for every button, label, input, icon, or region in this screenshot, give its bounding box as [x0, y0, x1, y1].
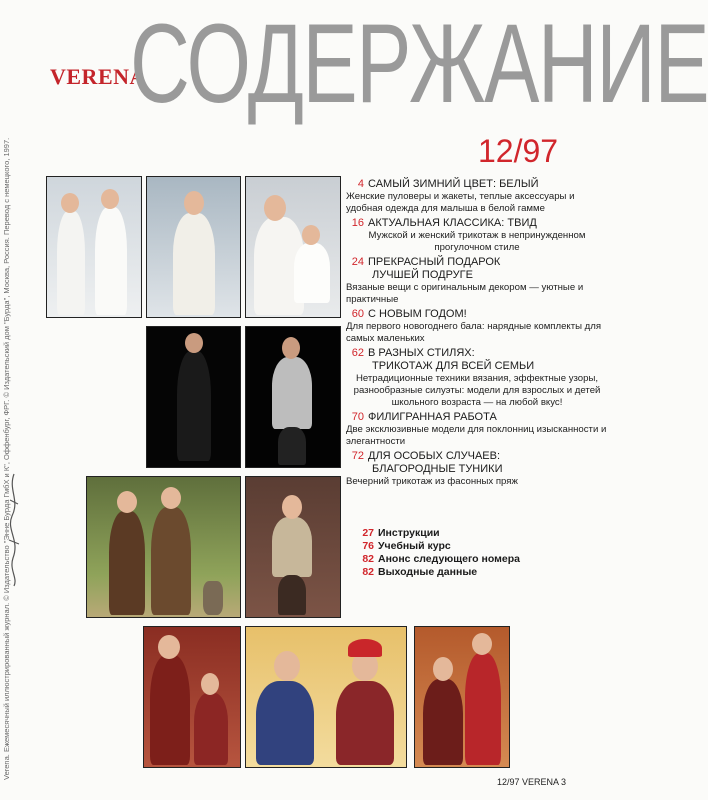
toc-title: АКТУАЛЬНАЯ КЛАССИКА: ТВИД [368, 217, 537, 229]
misc-label: Анонс следующего номера [378, 553, 520, 565]
toc-entry [346, 308, 608, 345]
misc-item [356, 553, 606, 566]
toc-description: Нетрадиционные техники вязания, эффектные узоры, разнообразные силуэты: модели для взрослых и детей школьного возраста — на любой вкус! [353, 373, 601, 408]
toc-entry [346, 411, 608, 448]
misc-item [356, 527, 606, 540]
toc-title: ДЛЯ ОСОБЫХ СЛУЧАЕВ: [368, 450, 501, 462]
toc-entry [346, 450, 608, 488]
toc-page-number: 60 [351, 308, 364, 320]
photo-grey-tunic-woman [245, 326, 341, 468]
toc-title: С НОВЫМ ГОДОМ! [368, 308, 467, 320]
page-title: СОДЕРЖАНИЕ [130, 1, 708, 126]
page-footer: 12/97 VERENA 3 [497, 777, 567, 787]
toc-title-line2: ТРИКОТАЖ ДЛЯ ВСЕЙ СЕМЬИ [372, 360, 535, 372]
misc-page-number: 76 [362, 540, 374, 552]
misc-label: Учебный курс [378, 540, 451, 552]
toc-description: Для первого новогоднего бала: нарядные комплекты для самых маленьких [346, 321, 602, 344]
table-of-contents [346, 178, 608, 490]
toc-page-number: 72 [351, 450, 364, 462]
toc-entry [346, 347, 608, 409]
photo-mother-baby-white [245, 176, 341, 318]
toc-page-number: 4 [357, 178, 364, 190]
misc-label: Инструкции [378, 527, 440, 539]
photo-beige-sweater-stone [245, 476, 341, 618]
toc-description: Две эксклюзивные модели для поклонниц изысканности и элегантности [346, 424, 607, 447]
toc-title: В РАЗНЫХ СТИЛЯХ: [368, 347, 475, 359]
toc-entry [346, 256, 608, 306]
toc-entry [346, 217, 608, 254]
misc-item [356, 540, 606, 553]
handwritten-note [4, 470, 24, 590]
toc-page-number: 62 [351, 347, 364, 359]
side-imprint: Verena. Ежемесячный иллюстрированный журнал. © Издательство "Энне Бурда ГмбХ и К", Оффенбург, ФРГ. © Издательский дом "Бурда", Москва, Россия. Перевод с немецкого, 1997. [2, 137, 11, 780]
photo-kids-jacquard-sweaters [245, 626, 407, 768]
toc-description: Вязаные вещи с оригинальным декором — уютные и практичные [346, 282, 584, 305]
toc-title-line2: ЛУЧШЕЙ ПОДРУГЕ [372, 269, 473, 281]
toc-description: Вечерний трикотаж из фасонных пряж [346, 476, 518, 487]
misc-item [356, 566, 606, 579]
photo-couple-tweed-walk [86, 476, 241, 618]
photo-white-outfits-women [46, 176, 142, 318]
toc-page-number: 24 [351, 256, 364, 268]
photo-kids-striped-sweaters [414, 626, 510, 768]
photo-white-sweater-snow [146, 176, 241, 318]
brand-logo: VERENA [50, 64, 146, 89]
toc-description: Мужской и женский трикотаж в непринужденном прогулочном стиле [368, 230, 586, 253]
misc-contents [356, 527, 606, 579]
misc-page-number: 27 [362, 527, 374, 539]
toc-title-line2: БЛАГОРОДНЫЕ ТУНИКИ [372, 463, 503, 475]
toc-title: САМЫЙ ЗИМНИЙ ЦВЕТ: БЕЛЫЙ [368, 178, 539, 190]
photo-dark-jacket-woman [146, 326, 241, 468]
misc-page-number: 82 [362, 566, 374, 578]
misc-label: Выходные данные [378, 566, 478, 578]
toc-entry [346, 178, 608, 215]
toc-title: ПРЕКРАСНЫЙ ПОДАРОК [368, 256, 501, 268]
toc-page-number: 16 [351, 217, 364, 229]
misc-page-number: 82 [362, 553, 374, 565]
issue-number: 12/97 [478, 133, 559, 169]
toc-page-number: 70 [351, 411, 364, 423]
photo-family-red-sweaters [143, 626, 241, 768]
toc-description: Женские пуловеры и жакеты, теплые аксессуары и удобная одежда для малыша в белой гамме [346, 191, 575, 214]
toc-title: ФИЛИГРАННАЯ РАБОТА [368, 411, 497, 423]
